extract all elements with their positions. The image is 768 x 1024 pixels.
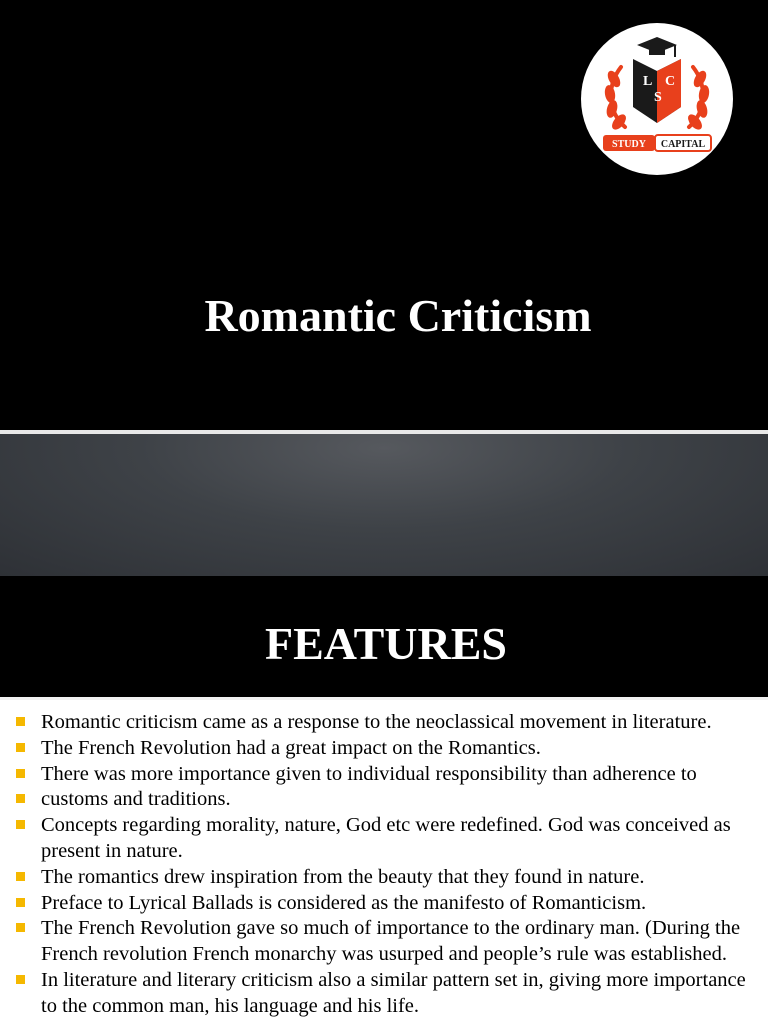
bullet-item xyxy=(0,762,768,788)
bullet-text: In literature and literary criticism also a similar pattern set in, giving more importance to the common man, his language and his life. xyxy=(41,968,746,1017)
logo-brand-study: STUDY xyxy=(612,139,646,150)
logo-letter-c: C xyxy=(665,74,676,89)
title-slide xyxy=(0,0,768,430)
slide-gap-band xyxy=(0,434,768,576)
bullet-square-icon xyxy=(16,794,25,803)
logo-letter-l: L xyxy=(643,74,653,89)
bullet-square-icon xyxy=(16,872,25,881)
bullet-item xyxy=(0,968,768,1020)
bullet-text: There was more importance given to individual responsibility than adherence to xyxy=(41,762,697,785)
bullet-square-icon xyxy=(16,975,25,984)
bullet-item xyxy=(0,736,768,762)
bullet-text: The French Revolution gave so much of importance to the ordinary man. (During the French revolution French monarchy was usurped and people’s rule was established. xyxy=(41,917,741,966)
bullet-text: Preface to Lyrical Ballads is considered as the manifesto of Romanticism. xyxy=(41,891,647,914)
bullet-item xyxy=(0,710,768,736)
features-content xyxy=(0,700,768,1024)
bullet-item xyxy=(0,813,768,865)
study-capital-logo xyxy=(581,23,733,175)
bullet-square-icon xyxy=(16,717,25,726)
features-bullet-list xyxy=(0,710,768,1020)
logo-brand-capital: CAPITAL xyxy=(660,139,706,150)
slide-title: Romantic Criticism xyxy=(204,290,592,341)
bullet-text: customs and traditions. xyxy=(41,788,231,811)
bullet-item xyxy=(0,891,768,917)
features-title: FEATURES xyxy=(265,618,507,669)
bullet-text: Concepts regarding morality, nature, God etc were redefined. God was conceived as present in nature. xyxy=(41,814,731,862)
bullet-square-icon xyxy=(16,820,25,829)
bullet-text: Romantic criticism came as a response to the neoclassical movement in literature. xyxy=(41,711,712,733)
logo-letter-s: S xyxy=(654,90,662,105)
bullet-item xyxy=(0,787,768,813)
bullet-text: The French Revolution had a great impact on the Romantics. xyxy=(41,736,541,759)
bullet-square-icon xyxy=(16,898,25,907)
bullet-text: The romantics drew inspiration from the beauty that they found in nature. xyxy=(41,865,645,888)
bullet-square-icon xyxy=(16,769,25,778)
bullet-square-icon xyxy=(16,923,25,932)
bullet-square-icon xyxy=(16,743,25,752)
bullet-item xyxy=(0,865,768,891)
bullet-item xyxy=(0,916,768,968)
